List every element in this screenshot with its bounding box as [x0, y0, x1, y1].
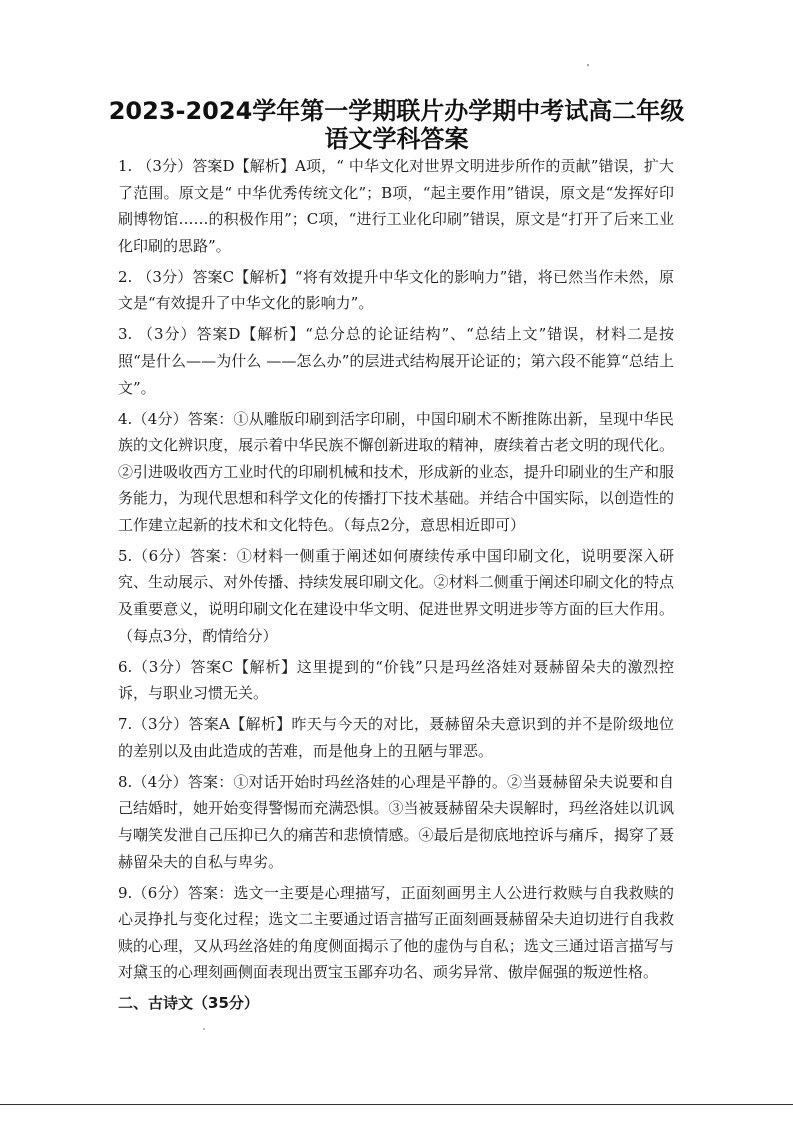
answer-item-7: 7.（3分）答案A【解析】昨天与今天的对比，聂赫留朵夫意识到的并不是阶级地位的差别以及由此造成的苦难，而是他身上的丑陋与罪恶。: [118, 715, 674, 760]
answer-item-6: 6.（3分）答案C【解析】这里提到的“价钱”只是玛丝洛娃对聂赫留朵夫的激烈控诉，与职业习惯无关。: [118, 657, 674, 703]
page-speck: [587, 64, 589, 66]
document-title-line2: 语文学科答案: [324, 125, 469, 153]
page-bottom-rule: [0, 1104, 793, 1105]
answer-item-2: 2. （3分）答案C【解析】“将有效提升中华文化的影响力”错，将已然当作未然，原文是“有效提升了中华文化的影响力”。: [118, 267, 674, 313]
answer-item-8: 8.（4分）答案：①对话开始时玛丝洛娃的心理是平静的。②当聂赫留朵夫说要和自己结婚时，她开始变得警惕而充满恐惧。③当被聂赫留朵夫误解时，玛丝洛娃以讥讽与嘲笑发泄自己压抑已久的痛苦和悲愤情感。④最后是彻底地控诉与痛斥，揭穿了聂赫留朵夫的自私与卑劣。: [118, 772, 674, 871]
document-title-line1: 2023-2024学年第一学期联片办学期中考试高二年级: [108, 97, 685, 125]
section-heading: 二、古诗文（35分）: [118, 994, 259, 1013]
answer-list: [118, 153, 674, 1016]
answer-item-9: 9.（6分）答案：选文一主要是心理描写，正面刻画男主人公进行救赎与自我救赎的心灵挣扎与变化过程；选文二主要通过语言描写正面刻画聂赫留朵夫迫切进行自我救赎的心理，又从玛丝洛娃的角度侧面揭示了他的虚伪与自私；选文三通过语言描写与对黛玉的心理刻画侧面表现出贾宝玉鄙弃功名、顽劣异常、傲岸倔强的叛逆性格。: [118, 883, 674, 982]
answer-item-1: 1. （3分）答案D【解析】A项，“ 中华文化对世界文明进步所作的贡献”错误，扩大了范围。原文是“ 中华优秀传统文化”；B项，“起主要作用”错误，原文是“发挥好印刷博物馆……的积极作用”；C项，“进行工业化印刷”错误，原文是“打开了后来工业化印刷的思路”。: [118, 157, 674, 255]
answer-item-5: 5.（6分）答案：①材料一侧重于阐述如何赓续传承中国印刷文化，说明要深入研究、生动展示、对外传播、持续发展印刷文化。②材料二侧重于阐述印刷文化的特点及重要意义，说明印刷文化在建设中华文明、促进世界文明进步等方面的巨大作用。（每点3分，酌情给分）: [118, 546, 674, 645]
answer-item-3: 3. （3分）答案D【解析】“总分总的论证结构”、“总结上文”错误，材料二是按照“是什么——为什么 ——怎么办”的层进式结构展开论证的；第六段不能算“总结上文”。: [118, 325, 674, 397]
answer-item-4: 4.（4分）答案：①从雕版印刷到活字印刷，中国印刷术不断推陈出新，呈现中华民族的文化辨识度，展示着中华民族不懈创新进取的精神，赓续着古老文明的现代化。②引进吸收西方工业时代的印刷机械和技术，形成新的业态，提升印刷业的生产和服务能力，为现代思想和科学文化的传播打下技术基础。并结合中国实际，以创造性的工作建立起新的技术和文化特色。（每点2分，意思相近即可）: [118, 409, 674, 534]
page-speck-bottom: [203, 1028, 205, 1030]
